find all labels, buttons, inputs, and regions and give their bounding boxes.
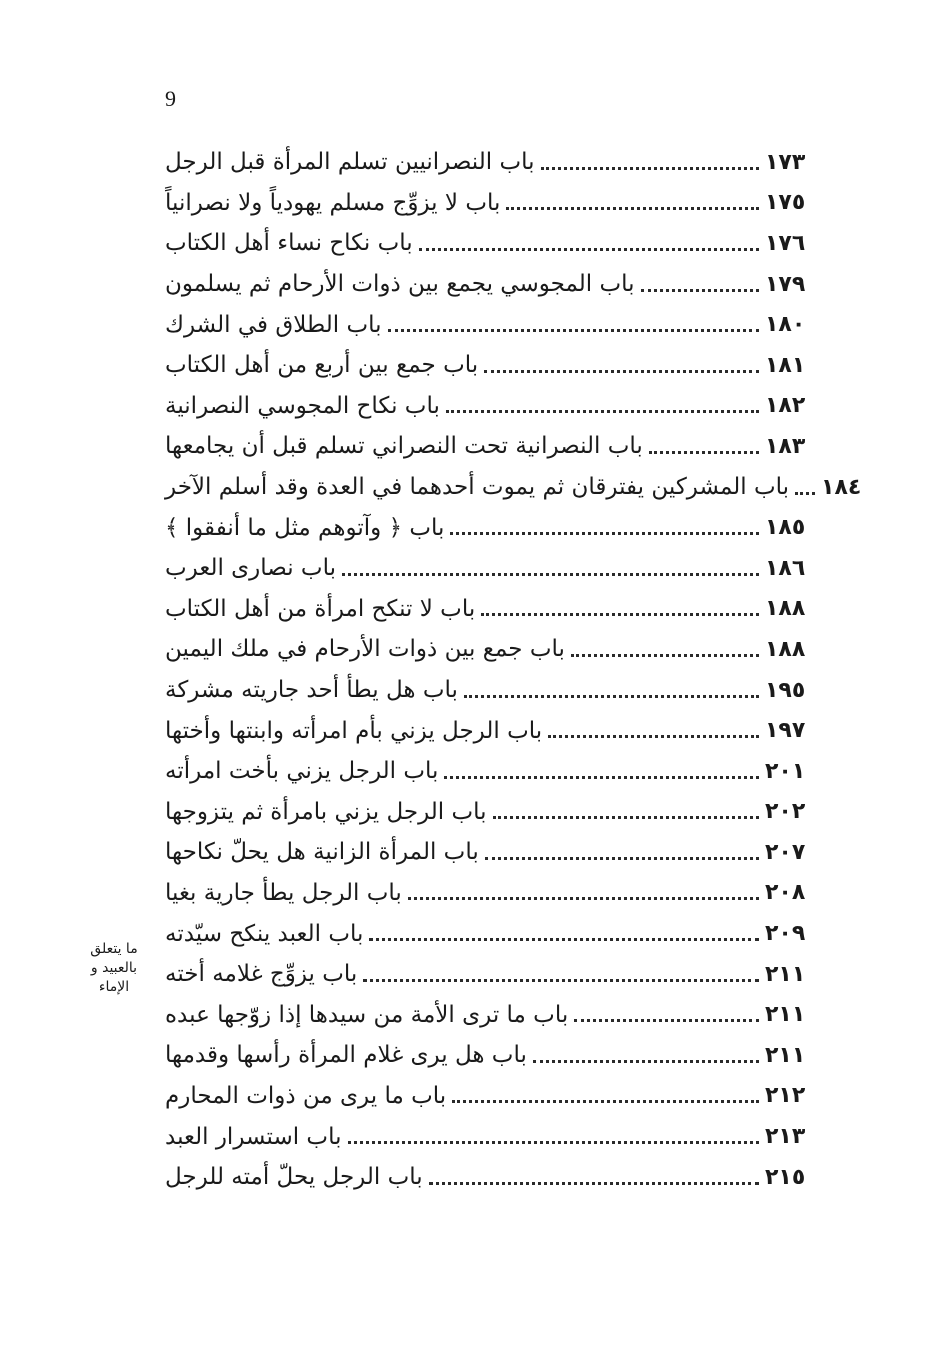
toc-entry — [155, 954, 835, 995]
toc-entry — [155, 386, 835, 427]
toc-entry — [155, 1035, 835, 1076]
toc-entry-page: ١٧٣ — [765, 149, 806, 175]
toc-entry — [155, 589, 835, 630]
dot-leader — [533, 1060, 759, 1063]
dot-leader — [574, 1019, 759, 1022]
dot-leader — [641, 289, 759, 292]
toc-entry-page: ١٨٣ — [765, 433, 806, 459]
toc-entry — [155, 710, 835, 751]
toc-entry-page: ٢٠٧ — [765, 839, 806, 865]
toc-entry — [155, 467, 862, 508]
toc-entry-title: باب لا تنكح امرأة من أهل الكتاب — [165, 595, 476, 622]
toc-entry — [155, 1076, 835, 1117]
side-note — [78, 940, 150, 997]
toc-entry-title: باب هل يطأ أحد جاريته مشركة — [165, 677, 458, 704]
dot-leader — [408, 897, 759, 900]
toc-entry-title: باب نكاح نساء أهل الكتاب — [165, 230, 413, 257]
toc-entry-page: ١٨٦ — [765, 555, 806, 581]
toc-entry-title: باب النصرانية تحت النصراني تسلم قبل أن يجامعها — [165, 433, 643, 460]
dot-leader — [481, 613, 759, 616]
toc-entry — [155, 142, 835, 183]
toc-entry-title: باب هل يرى غلام المرأة رأسها وقدمها — [165, 1042, 527, 1069]
dot-leader — [506, 207, 759, 210]
toc-entry-title: باب الرجل يحلّ أمته للرجل — [165, 1164, 423, 1191]
toc-entry-page: ٢٠٩ — [765, 921, 806, 947]
toc-entry-page: ١٨٠ — [765, 312, 806, 338]
side-note-line: ما يتعلق — [90, 941, 138, 957]
toc-entry-page: ١٩٥ — [765, 677, 806, 703]
toc-entry-page: ٢٠٨ — [765, 880, 806, 906]
toc-entry — [155, 913, 835, 954]
dot-leader — [484, 370, 759, 373]
side-note-line: الإماء — [98, 979, 130, 995]
toc-entry-title: باب الرجل يزني بأم امرأته وابنتها وأختها — [165, 717, 543, 744]
toc-entry-page: ٢١٣ — [765, 1124, 806, 1150]
table-of-contents — [155, 142, 862, 1197]
toc-entry — [155, 548, 835, 589]
toc-entry-page: ١٨٢ — [765, 393, 806, 419]
toc-entry — [155, 1116, 835, 1157]
toc-entry-page: ١٧٦ — [765, 230, 806, 256]
toc-entry — [155, 304, 835, 345]
toc-entry-title: باب النصرانيين تسلم المرأة قبل الرجل — [165, 149, 535, 176]
dot-leader — [571, 654, 759, 657]
toc-entry-page: ١٨٥ — [765, 515, 806, 541]
toc-entry-title: باب ما ترى الأمة من سيدها إذا زوّجها عبده — [165, 1001, 569, 1028]
dot-leader — [388, 329, 759, 332]
dot-leader — [419, 248, 759, 251]
dot-leader — [446, 410, 759, 413]
dot-leader — [541, 167, 759, 170]
toc-entry-page: ٢٠١ — [765, 758, 806, 784]
toc-entry-title: باب الرجل يزني بامرأة ثم يتزوجها — [165, 798, 487, 825]
toc-entry — [155, 670, 835, 711]
toc-entry-title: باب المرأة الزانية هل يحلّ نكاحها — [165, 839, 479, 866]
toc-entry-title: باب العبد ينكح سيّدته — [165, 920, 364, 947]
toc-entry-title: باب لا يزوِّج مسلم يهودياً ولا نصرانياً — [165, 189, 501, 216]
toc-entry — [155, 345, 835, 386]
dot-leader — [429, 1182, 759, 1185]
toc-entry — [155, 426, 835, 467]
dot-leader — [452, 1100, 759, 1103]
toc-entry — [155, 183, 835, 224]
dot-leader — [548, 735, 759, 738]
dot-leader — [363, 979, 759, 982]
dot-leader — [348, 1141, 760, 1144]
dot-leader — [795, 492, 815, 495]
toc-entry — [155, 751, 835, 792]
toc-entry-title: باب الرجل يطأ جارية بغيا — [165, 879, 402, 906]
toc-entry-title: باب الطلاق في الشرك — [165, 311, 382, 338]
dot-leader — [450, 532, 759, 535]
dot-leader — [485, 857, 759, 860]
toc-entry-page: ٢١١ — [765, 961, 806, 987]
toc-entry-title: باب المجوسي يجمع بين ذوات الأرحام ثم يسلمون — [165, 271, 635, 298]
toc-entry-title: باب يزوِّج غلامه أخته — [165, 961, 358, 988]
toc-entry-page: ١٩٧ — [765, 718, 806, 744]
toc-entry — [155, 832, 835, 873]
toc-entry-title: باب المشركين يفترقان ثم يموت أحدهما في العدة وقد أسلم الآخر — [165, 474, 790, 501]
toc-entry-title: باب ما يرى من ذوات المحارم — [165, 1082, 447, 1109]
page-number: 9 — [165, 86, 176, 111]
toc-entry-page: ٢١٥ — [765, 1164, 806, 1190]
toc-entry-title: باب الرجل يزني بأخت امرأته — [165, 758, 439, 785]
toc-entry-page: ١٨١ — [765, 352, 806, 378]
toc-entry-title: باب استسرار العبد — [165, 1123, 342, 1150]
toc-entry-title: باب جمع بين ذوات الأرحام في ملك اليمين — [165, 636, 565, 663]
toc-entry-title: باب ﴿ وآتوهم مثل ما أنفقوا ﴾ — [165, 514, 445, 541]
dot-leader — [493, 816, 759, 819]
toc-entry-title: باب نكاح المجوسي النصرانية — [165, 392, 440, 419]
toc-entry — [155, 507, 835, 548]
toc-entry-title: باب نصارى العرب — [165, 555, 336, 582]
toc-entry — [155, 264, 835, 305]
dot-leader — [444, 776, 759, 779]
dot-leader — [342, 573, 759, 576]
toc-entry — [155, 629, 835, 670]
toc-entry-page: ٢٠٢ — [765, 799, 806, 825]
toc-entry-page: ١٧٥ — [765, 190, 806, 216]
side-note-line: بالعبيد و — [90, 960, 138, 976]
dot-leader — [464, 695, 759, 698]
toc-entry — [155, 223, 835, 264]
toc-entry-page: ١٧٩ — [765, 271, 806, 297]
toc-entry-page: ١٨٨ — [765, 596, 806, 622]
toc-entry — [155, 873, 835, 914]
toc-entry — [155, 1157, 835, 1198]
toc-entry-page: ٢١١ — [765, 1002, 806, 1028]
toc-entry — [155, 792, 835, 833]
toc-entry — [155, 994, 835, 1035]
dot-leader — [369, 938, 759, 941]
toc-entry-page: ١٨٨ — [765, 636, 806, 662]
toc-entry-title: باب جمع بين أربع من أهل الكتاب — [165, 352, 479, 379]
dot-leader — [649, 451, 759, 454]
toc-entry-page: ٢١٢ — [765, 1083, 806, 1109]
toc-entry-page: ٢١١ — [765, 1042, 806, 1068]
toc-entry-page: ١٨٤ — [821, 474, 862, 500]
